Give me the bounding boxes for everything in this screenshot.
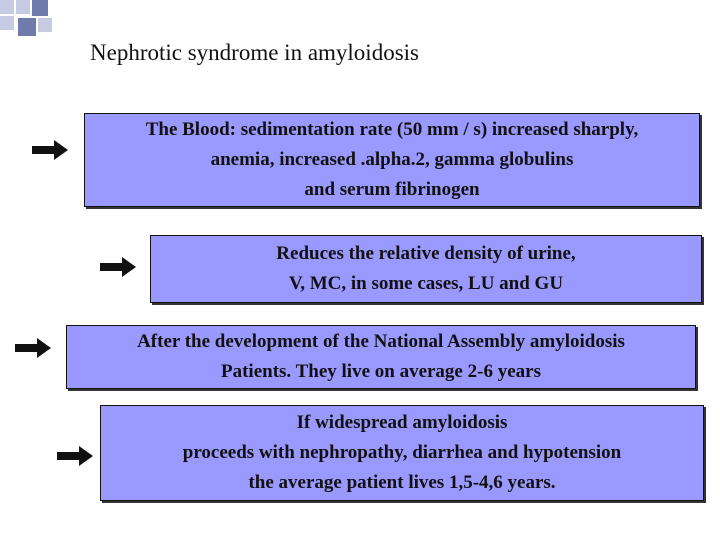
box-line: anemia, increased .alpha.2, gamma globulins [210, 149, 574, 170]
slide-title: Nephrotic syndrome in amyloidosis [90, 40, 419, 65]
box-line: the average patient lives 1,5-4,6 years. [248, 472, 556, 493]
right-arrow-icon [15, 338, 51, 358]
box-line: Reduces the relative density of urine, [276, 243, 576, 264]
info-box-widespread [100, 405, 704, 501]
decorative-square [16, 0, 30, 14]
right-arrow-icon [100, 257, 136, 277]
right-arrow-icon [57, 446, 93, 466]
box-line: and serum fibrinogen [304, 179, 480, 200]
decorative-square [0, 0, 14, 14]
info-box-survival [66, 325, 696, 389]
box-line: proceeds with nephropathy, diarrhea and hypotension [182, 442, 622, 463]
decorative-square [0, 16, 14, 30]
box-line: After the development of the National Assembly amyloidosis [137, 331, 625, 352]
decorative-square [32, 0, 48, 16]
box-line: V, MC, in some cases, LU and GU [288, 273, 564, 294]
info-box-urine [150, 235, 702, 303]
decorative-square [38, 18, 52, 32]
box-line: If widespread amyloidosis [296, 412, 508, 433]
decorative-square [18, 18, 36, 36]
box-line: Patients. They live on average 2-6 years [221, 361, 541, 382]
info-box-blood [84, 113, 700, 207]
box-line: The Blood: sedimentation rate (50 mm / s) increased sharply, [145, 119, 639, 140]
right-arrow-icon [32, 140, 68, 160]
